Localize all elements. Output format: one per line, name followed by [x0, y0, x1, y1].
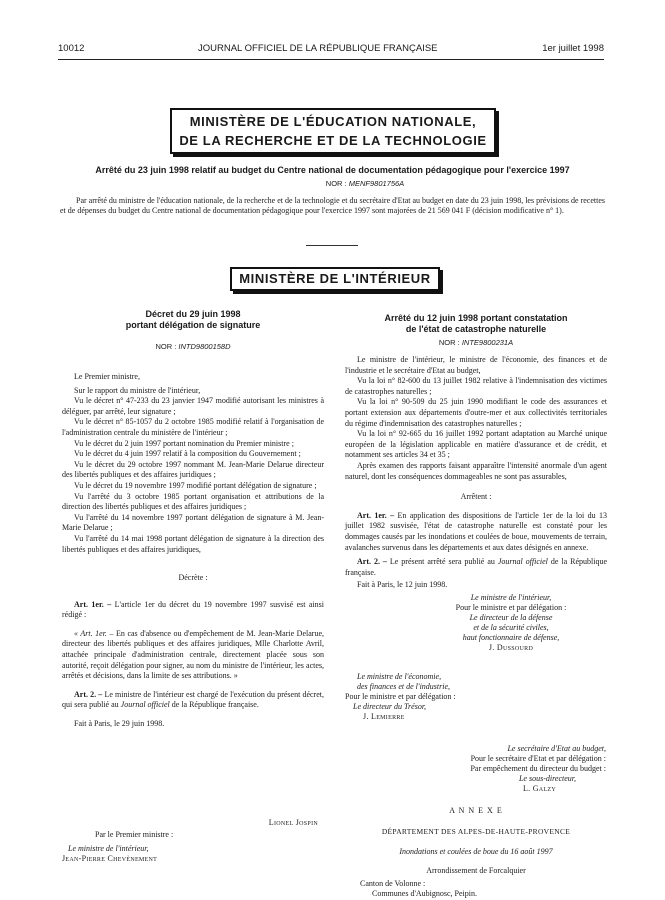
page-number: 10012: [58, 43, 85, 54]
decret-para: Vu le décret du 4 juin 1997 relatif à la composition du Gouvernement ;: [74, 449, 301, 459]
nor-code: INTD9800158D: [178, 342, 231, 351]
annexe-departement: DÉPARTEMENT DES ALPES-DE-HAUTE-PROVENCE: [381, 827, 571, 836]
decret-article-2: Art. 2. – Le ministre de l'intérieur est chargé de l'exécution du présent décret, qui sera publié au Journal officiel de la République française.: [62, 689, 324, 710]
annexe-event: Inondations et coulées de boue du 16 août 1997: [399, 847, 553, 856]
arrete-para: Le ministre de l'intérieur, le ministre de l'économie, des finances et de l'industrie et le secrétaire d'Etat au budget,: [345, 355, 607, 375]
arrete-catastrophe-body: [345, 355, 607, 591]
arrete-catastrophe-title: Arrêté du 12 juin 1998 portant constatation de l'état de catastrophe naturelle: [384, 313, 568, 334]
signature-economy: Le ministre de l'économie, des finances et de l'industrie, Pour le ministre et par délégation : Le directeur du Trésor, J. Lemierre: [345, 672, 456, 721]
arrete-budget-nor: NOR : MENF9801756A: [325, 179, 405, 188]
decret-fait: Fait à Paris, le 29 juin 1998.: [74, 719, 165, 729]
signature-budget: Le secrétaire d'Etat au budget, Pour le secrétaire d'Etat et par délégation : Par empêchement du directeur du budget : Le sous-directeur, L. Galzy: [470, 744, 606, 793]
header-rule: [58, 59, 604, 60]
decret-para: Vu l'arrêté du 3 octobre 1985 portant organisation et attributions de la direction des libertés publiques et des affaires juridiques ;: [62, 491, 324, 512]
arrete-article-2: Art. 2. – Le présent arrêté sera publié au Journal officiel de la République française.: [345, 557, 607, 577]
issue-date: 1er juillet 1998: [542, 43, 604, 54]
arrete-para: Après examen des rapports faisant apparaître l'intensité anormale d'un agent naturel, dont les conséquences dommageables ne sont pas assurables,: [345, 460, 607, 481]
arrete-para: Vu la loi n° 92-665 du 16 juillet 1992 portant adaptation au Marché unique européen de la législation applicable en matière d'assurance et de crédit, et notamment ses articles 34 et 35 ;: [345, 429, 607, 460]
annexe-canton: Canton de Volonne :: [360, 879, 426, 888]
decret-decrete: Décrète :: [178, 573, 208, 583]
decret-minister-role: Le ministre de l'intérieur,: [68, 844, 149, 853]
decret-para: Vu le décret du 19 novembre 1997 modifié portant délégation de signature ;: [74, 480, 317, 490]
decret-nor: NOR : INTD9800158D: [155, 342, 231, 351]
decret-body: [62, 372, 324, 730]
decret-para: Vu l'arrêté du 14 novembre 1997 portant délégation de signature à M. Jean-Marie Delarue ;: [62, 512, 324, 533]
running-header: [58, 43, 604, 57]
annexe-heading: A N N E X E: [449, 806, 503, 815]
decret-article-1: Art. 1er. – L'article 1er du décret du 19 novembre 1997 susvisé est ainsi rédigé :: [62, 599, 324, 620]
decret-para: Vu le décret n° 85-1057 du 2 octobre 1985 modifié relatif à l'organisation de l'administration centrale du ministère de l'intérieur ;: [62, 417, 324, 437]
decret-intro: Le Premier ministre,: [74, 372, 140, 381]
arrete-para: Vu la loi n° 82-600 du 13 juillet 1982 relative à l'indemnisation des victimes de catastrophes naturelles ;: [345, 376, 607, 396]
decret-para: Vu le décret du 2 juin 1997 portant nomination du Premier ministre ;: [74, 438, 294, 448]
arrete-para: Vu la loi n° 90-509 du 25 juin 1990 modifiant le code des assurances et portant extension aux départements d'outre-mer et aux collectivités territoriales du régime d'indemnisation des catastrophes naturelles ;: [345, 397, 607, 428]
arrete-budget-title: Arrêté du 23 juin 1998 relatif au budget du Centre national de documentation pédagogique pour l'exercice 1997: [95, 165, 570, 175]
nor-code: MENF9801756A: [348, 179, 405, 188]
decret-article-1-quote: « Art. 1er. – En cas d'absence ou d'empêchement de M. Jean-Marie Delarue, directeur des libertés publiques et des affaires juridiques, Mlle Charlotte Avril, attachée principale d'administration centrale, directement placée sous son autorité, reçoit délégation pour signer, au nom du ministre de l'intérieur, les actes, arrêtés et décisions, dans la limite de ses attributions. »: [62, 628, 325, 681]
nor-code: INTE9800231A: [461, 338, 514, 347]
ministry-interior-box: MINISTÈRE DE L'INTÉRIEUR: [230, 267, 440, 291]
arrete-catastrophe-nor: NOR : INTE9800231A: [438, 338, 514, 347]
ministry-line-1: MINISTÈRE DE L'ÉDUCATION NATIONALE,: [189, 114, 477, 129]
annexe-arrondissement: Arrondissement de Forcalquier: [426, 866, 526, 875]
decret-par: Par le Premier ministre :: [95, 830, 174, 839]
section-divider: [306, 245, 358, 246]
signature-interior: Le ministre de l'intérieur, Pour le ministre et par délégation : Le directeur de la défense et de la sécurité civiles, haut fonctionnaire de défense, J. Dussourd: [455, 593, 567, 652]
decret-title: Décret du 29 juin 1998 portant délégation de signature: [125, 309, 261, 330]
decret-minister-name: Jean-Pierre Chevènement: [62, 854, 158, 863]
decret-para: Sur le rapport du ministre de l'intérieur,: [74, 385, 201, 395]
decret-para: Vu l'arrêté du 14 mai 1998 portant délégation de signature à la direction des libertés publiques et des affaires juridiques,: [62, 533, 324, 554]
decret-para: Vu le décret n° 47-233 du 23 janvier 1947 modifié autorisant les ministres à déléguer, par arrêté, leur signature ;: [62, 396, 324, 416]
decret-para: Vu le décret du 29 octobre 1997 nommant M. Jean-Marie Delarue directeur des libertés publiques et des affaires juridiques ;: [62, 459, 324, 480]
arrete-arretent: Arrêtent :: [460, 492, 492, 502]
arrete-article-1: Art. 1er. – En application des dispositions de l'article 1er de la loi du 13 juillet 1982 susvisée, l'état de catastrophe naturelle est constaté pour les dommages causés par les inondations et coulées de boue, mouvements de terrain, avalanches survenus dans les départements et aux dates désignés en annexe.: [345, 510, 608, 552]
journal-title: JOURNAL OFFICIEL DE LA RÉPUBLIQUE FRANÇAISE: [198, 43, 438, 54]
arrete-budget-body: Par arrêté du ministre de l'éducation nationale, de la recherche et de la technologie et du secrétaire d'Etat au budget en date du 23 juin 1998, les prévisions de recettes et de dépenses du budget du Centre national de documentation pédagogique pour l'exercice 1997 sont majorées de 21 569 041 F (décision modificative n° 1).: [60, 196, 605, 215]
decret-signer: Lionel Jospin: [268, 818, 318, 827]
ministry-education-box: [170, 108, 496, 154]
annexe-communes: Communes d'Aubignosc, Peipin.: [372, 889, 477, 898]
ministry-line-2: DE LA RECHERCHE ET DE LA TECHNOLOGIE: [179, 133, 487, 148]
arrete-fait: Fait à Paris, le 12 juin 1998.: [357, 580, 448, 590]
